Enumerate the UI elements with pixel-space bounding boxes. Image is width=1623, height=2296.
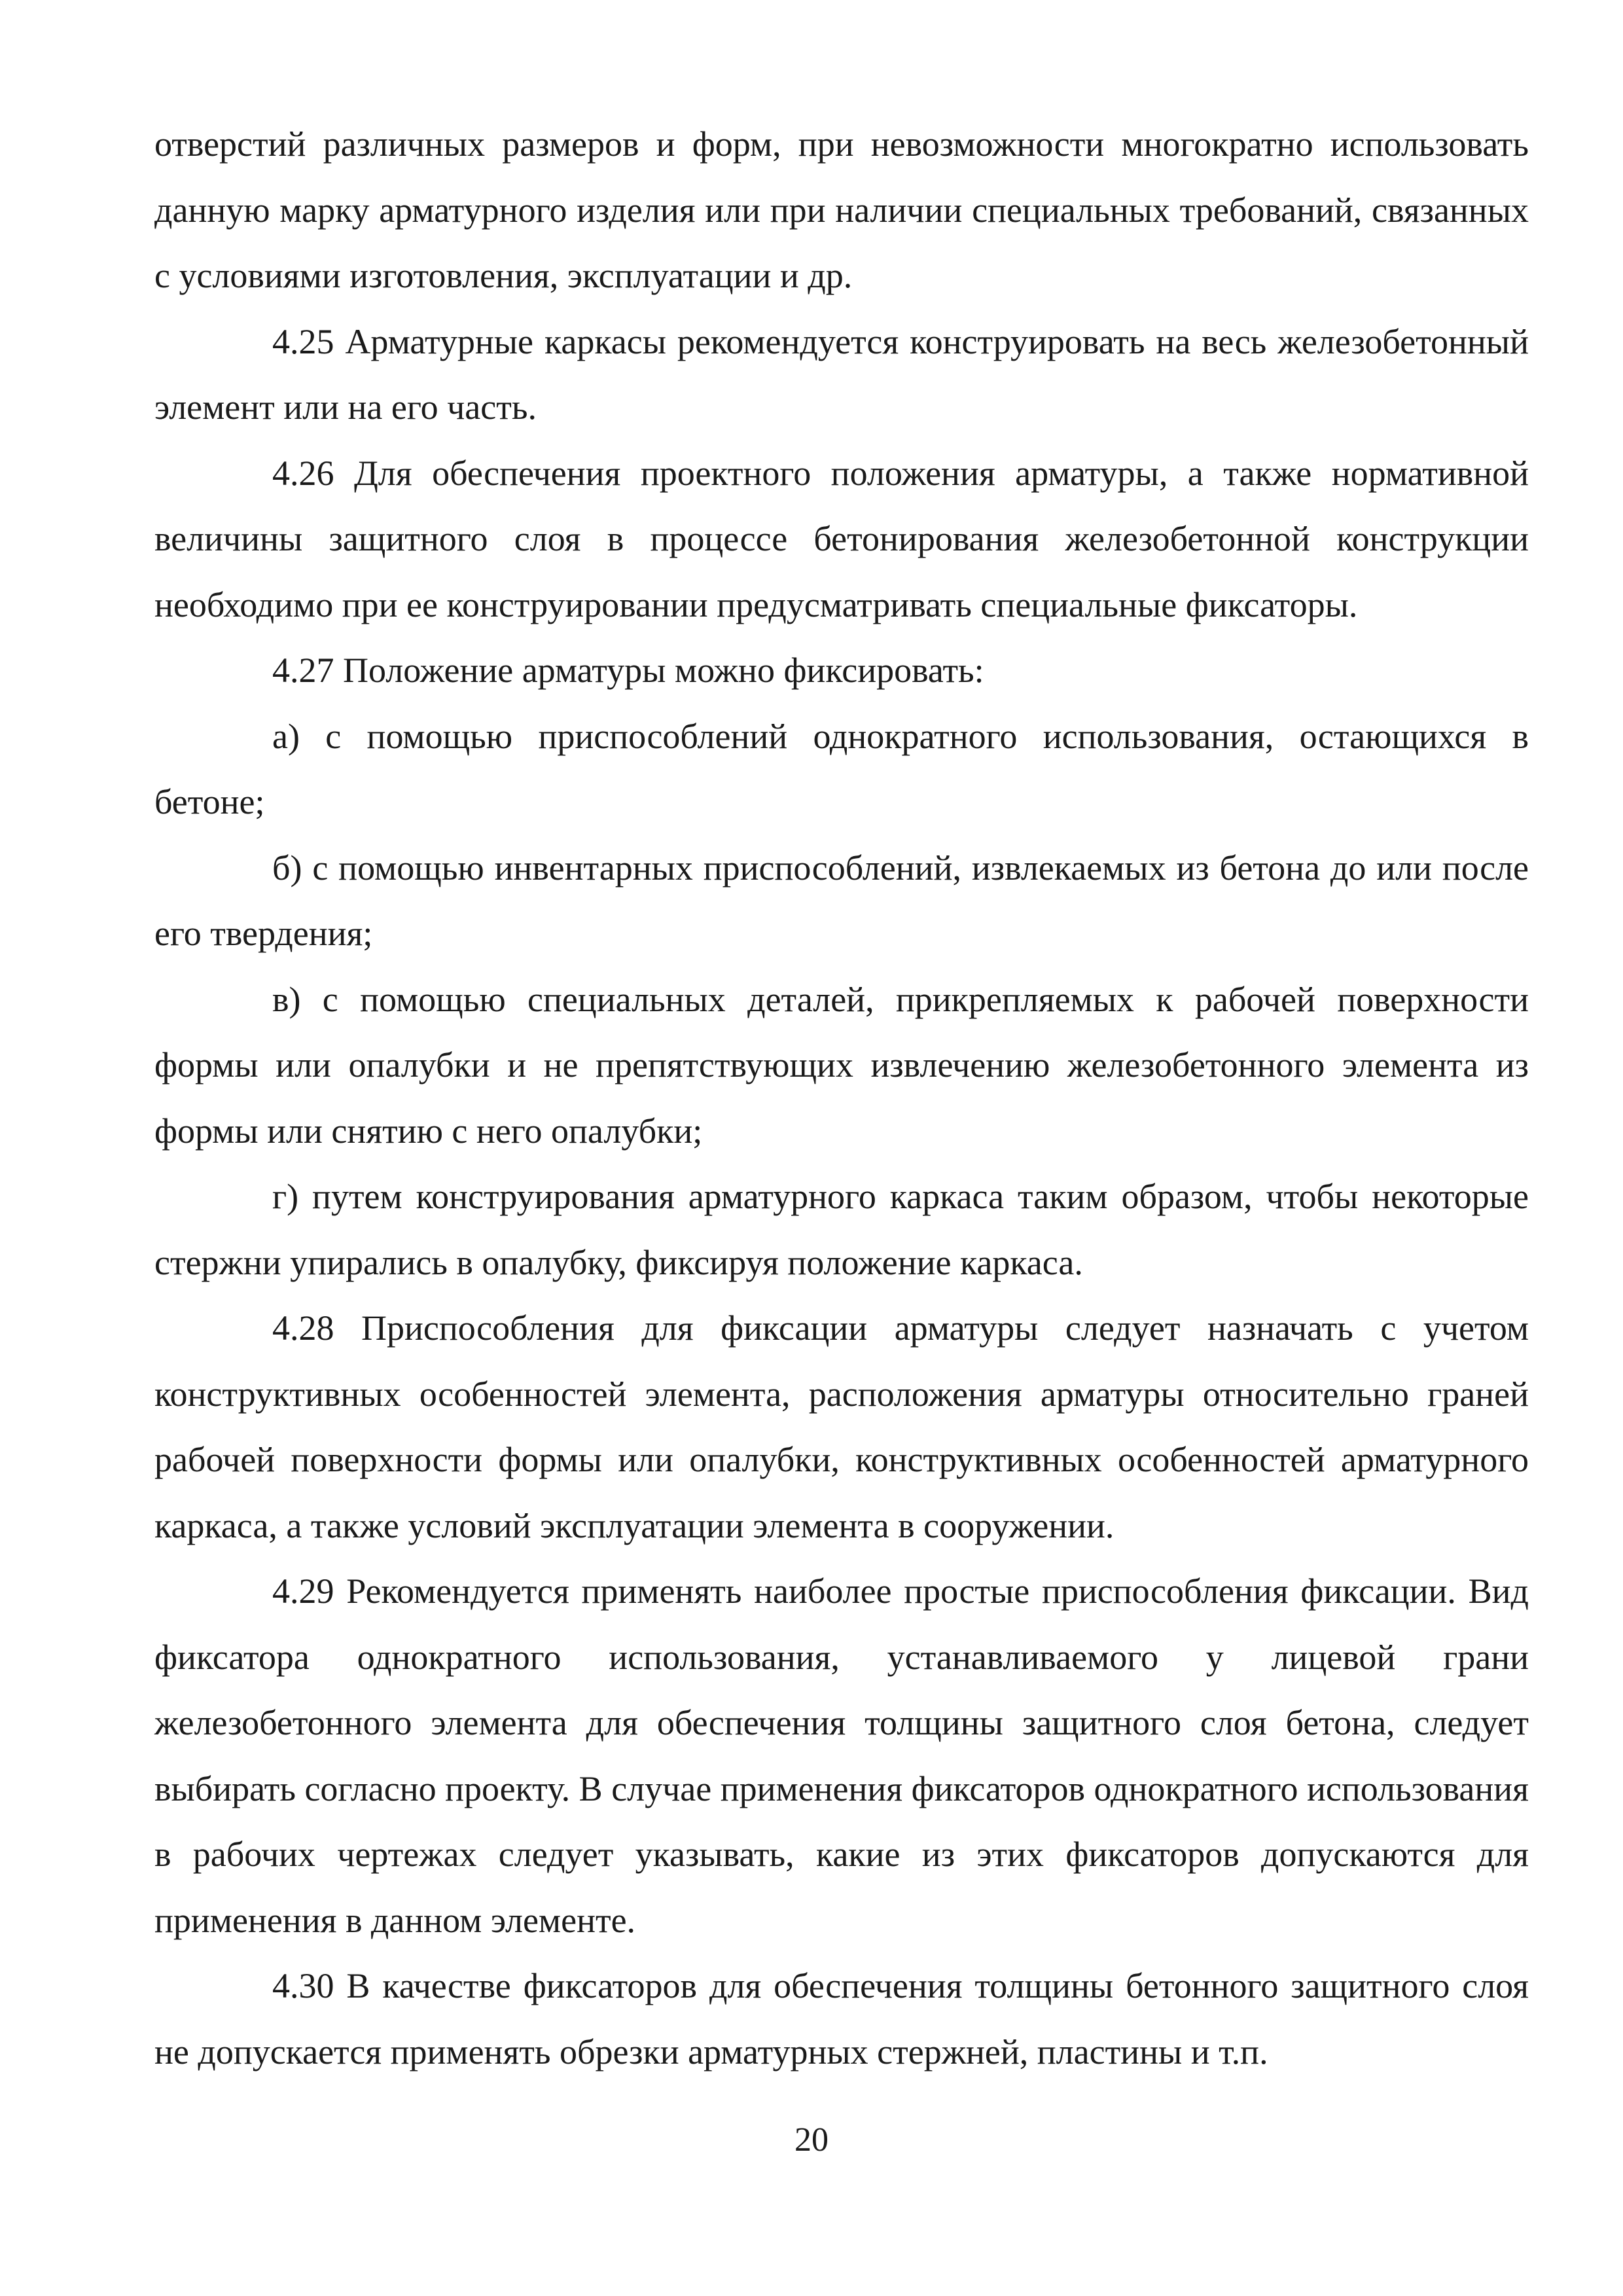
paragraph-4-26: 4.26 Для обеспечения проектного положения арматуры, а также нормативной величины защитного слоя в процессе бетонирования железобетонной конструкции необходимо при ее конструировании предусматривать специальные фиксаторы. bbox=[154, 453, 1529, 624]
paragraph-4-30: 4.30 В качестве фиксаторов для обеспечения толщины бетонного защитного слоя не допускается применять обрезки арматурных стержней, пластины и т.п. bbox=[154, 1966, 1529, 2072]
page-number: 20 bbox=[794, 2121, 829, 2159]
paragraph-4-27: 4.27 Положение арматуры можно фиксировать: bbox=[272, 651, 984, 690]
list-item-a: а) с помощью приспособлений однократного использования, остающихся в бетоне; bbox=[154, 716, 1529, 821]
paragraph-continuation: отверстий различных размеров и форм, при невозможности многократно использовать данную марку арматурного изделия или при наличии специальных требований, связанных с условиями изготовления, эксплуатации и др. bbox=[154, 124, 1529, 295]
list-item-b: б) с помощью инвентарных приспособлений, извлекаемых из бетона до или после его твердения; bbox=[154, 848, 1529, 953]
paragraph-4-29: 4.29 Рекомендуется применять наиболее простые приспособления фиксации. Вид фиксатора однократного использования, устанавливаемого у лицевой грани железобетонного элемента для обеспечения толщины защитного слоя бетона, следует выбирать согласно проекту. В случае применения фиксаторов однократного использования в рабочих чертежах следует указывать, какие из этих фиксаторов допускаются для применения в данном элементе. bbox=[154, 1571, 1529, 1940]
list-item-g: г) путем конструирования арматурного каркаса таким образом, чтобы некоторые стержни упирались в опалубку, фиксируя положение каркаса. bbox=[154, 1177, 1529, 1282]
paragraph-4-25: 4.25 Арматурные каркасы рекомендуется конструировать на весь железобетонный элемент или на его часть. bbox=[154, 321, 1529, 427]
list-item-v: в) с помощью специальных деталей, прикрепляемых к рабочей поверхности формы или опалубки и не препятствующих извлечению железобетонного элемента из формы или снятию с него опалубки; bbox=[154, 979, 1529, 1151]
body-text bbox=[154, 111, 1529, 2085]
paragraph-4-28: 4.28 Приспособления для фиксации арматуры следует назначать с учетом конструктивных особенностей элемента, расположения арматуры относительно граней рабочей поверхности формы или опалубки, конструктивных особенностей арматурного каркаса, а также условий эксплуатации элемента в сооружении. bbox=[154, 1308, 1529, 1545]
